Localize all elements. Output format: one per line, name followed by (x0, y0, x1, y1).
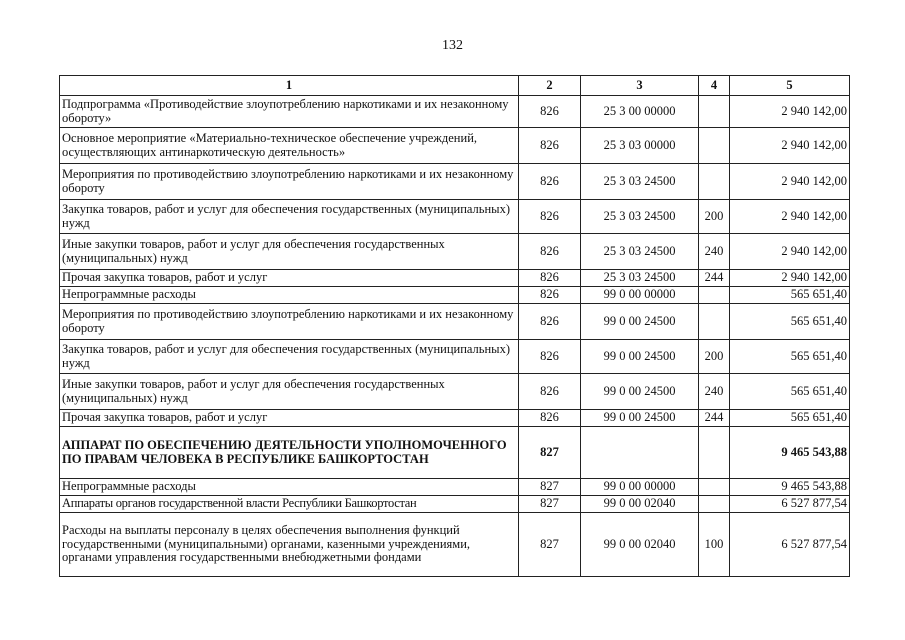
row-name: Закупка товаров, работ и услуг для обеспечения государственных (муниципальных) нужд (60, 200, 519, 234)
header-col-3: 3 (581, 76, 699, 96)
row-col-5: 6 527 877,54 (730, 496, 850, 513)
row-col-5: 9 465 543,88 (730, 479, 850, 496)
row-col-3: 25 3 03 00000 (581, 128, 699, 164)
row-col-3: 99 0 00 24500 (581, 374, 699, 410)
table-row (60, 479, 850, 496)
header-col-4: 4 (699, 76, 730, 96)
row-col-5: 2 940 142,00 (730, 200, 850, 234)
row-col-5: 2 940 142,00 (730, 164, 850, 200)
row-col-3: 25 3 03 24500 (581, 234, 699, 270)
row-col-3: 99 0 00 00000 (581, 479, 699, 496)
row-col-2: 826 (519, 164, 581, 200)
row-col-5: 565 651,40 (730, 304, 850, 340)
row-col-3: 99 0 00 02040 (581, 513, 699, 577)
row-col-2: 827 (519, 496, 581, 513)
row-col-3: 99 0 00 02040 (581, 496, 699, 513)
row-name: Прочая закупка товаров, работ и услуг (60, 270, 519, 287)
row-col-5: 2 940 142,00 (730, 96, 850, 128)
row-col-3: 25 3 03 24500 (581, 164, 699, 200)
row-name: Непрограммные расходы (60, 479, 519, 496)
row-col-2: 826 (519, 270, 581, 287)
row-col-3 (581, 427, 699, 479)
row-col-5: 565 651,40 (730, 410, 850, 427)
row-col-4 (699, 128, 730, 164)
row-col-2: 826 (519, 340, 581, 374)
row-col-5: 2 940 142,00 (730, 128, 850, 164)
row-col-3: 99 0 00 00000 (581, 287, 699, 304)
row-name: Расходы на выплаты персоналу в целях обеспечения выполнения функций государственными (муниципальными) органами, казенными учреждениями, органами управления государственными внебюджетными фондами (60, 513, 519, 577)
row-col-4: 200 (699, 340, 730, 374)
table-row (60, 287, 850, 304)
row-col-5: 6 527 877,54 (730, 513, 850, 577)
table-row (60, 128, 850, 164)
row-col-4: 244 (699, 270, 730, 287)
row-col-3: 25 3 03 24500 (581, 200, 699, 234)
row-col-3: 25 3 00 00000 (581, 96, 699, 128)
row-col-4: 240 (699, 374, 730, 410)
table-row (60, 200, 850, 234)
row-col-2: 826 (519, 374, 581, 410)
table-row (60, 340, 850, 374)
row-col-4: 100 (699, 513, 730, 577)
row-col-5: 9 465 543,88 (730, 427, 850, 479)
row-col-4 (699, 427, 730, 479)
row-col-5: 2 940 142,00 (730, 270, 850, 287)
table-row (60, 234, 850, 270)
row-name: Прочая закупка товаров, работ и услуг (60, 410, 519, 427)
row-col-2: 826 (519, 304, 581, 340)
row-col-2: 826 (519, 96, 581, 128)
row-col-5: 565 651,40 (730, 340, 850, 374)
row-name: Мероприятия по противодействию злоупотреблению наркотиками и их незаконному обороту (60, 304, 519, 340)
row-name: Мероприятия по противодействию злоупотреблению наркотиками и их незаконному обороту (60, 164, 519, 200)
row-col-3: 99 0 00 24500 (581, 340, 699, 374)
row-name: Закупка товаров, работ и услуг для обеспечения государственных (муниципальных) нужд (60, 340, 519, 374)
row-col-2: 826 (519, 410, 581, 427)
header-col-5: 5 (730, 76, 850, 96)
header-col-1: 1 (60, 76, 519, 96)
table-row (60, 513, 850, 577)
row-col-2: 827 (519, 427, 581, 479)
row-name: Иные закупки товаров, работ и услуг для обеспечения государственных (муниципальных) нужд (60, 234, 519, 270)
table-row (60, 304, 850, 340)
row-name: Основное мероприятие «Материально-техническое обеспечение учреждений, осуществляющих антинаркотическую деятельность» (60, 128, 519, 164)
row-col-5: 565 651,40 (730, 287, 850, 304)
row-col-2: 827 (519, 513, 581, 577)
row-col-3: 99 0 00 24500 (581, 410, 699, 427)
row-col-4 (699, 164, 730, 200)
row-name: Непрограммные расходы (60, 287, 519, 304)
row-col-4 (699, 479, 730, 496)
row-col-2: 827 (519, 479, 581, 496)
table-row-section (60, 427, 850, 479)
row-col-4 (699, 287, 730, 304)
row-col-4: 200 (699, 200, 730, 234)
header-row (60, 76, 850, 96)
table-row (60, 164, 850, 200)
row-col-4 (699, 96, 730, 128)
page-number: 132 (442, 38, 463, 53)
row-col-3: 99 0 00 24500 (581, 304, 699, 340)
row-col-4 (699, 304, 730, 340)
row-col-3: 25 3 03 24500 (581, 270, 699, 287)
table-row (60, 374, 850, 410)
row-name: АППАРАТ ПО ОБЕСПЕЧЕНИЮ ДЕЯТЕЛЬНОСТИ УПОЛНОМОЧЕННОГО ПО ПРАВАМ ЧЕЛОВЕКА В РЕСПУБЛИКЕ БАШКОРТОСТАН (60, 427, 519, 479)
table-row (60, 496, 850, 513)
row-col-2: 826 (519, 234, 581, 270)
row-col-5: 2 940 142,00 (730, 234, 850, 270)
row-name: Аппараты органов государственной власти Республики Башкортостан (60, 496, 519, 513)
row-col-4 (699, 496, 730, 513)
table-row (60, 96, 850, 128)
row-col-2: 826 (519, 128, 581, 164)
header-col-2: 2 (519, 76, 581, 96)
row-col-2: 826 (519, 200, 581, 234)
table-row (60, 410, 850, 427)
table-row (60, 270, 850, 287)
row-name: Подпрограмма «Противодействие злоупотреблению наркотиками и их незаконному обороту» (60, 96, 519, 128)
row-col-2: 826 (519, 287, 581, 304)
budget-table (59, 75, 850, 577)
row-col-4: 244 (699, 410, 730, 427)
row-name: Иные закупки товаров, работ и услуг для обеспечения государственных (муниципальных) нужд (60, 374, 519, 410)
row-col-5: 565 651,40 (730, 374, 850, 410)
row-col-4: 240 (699, 234, 730, 270)
